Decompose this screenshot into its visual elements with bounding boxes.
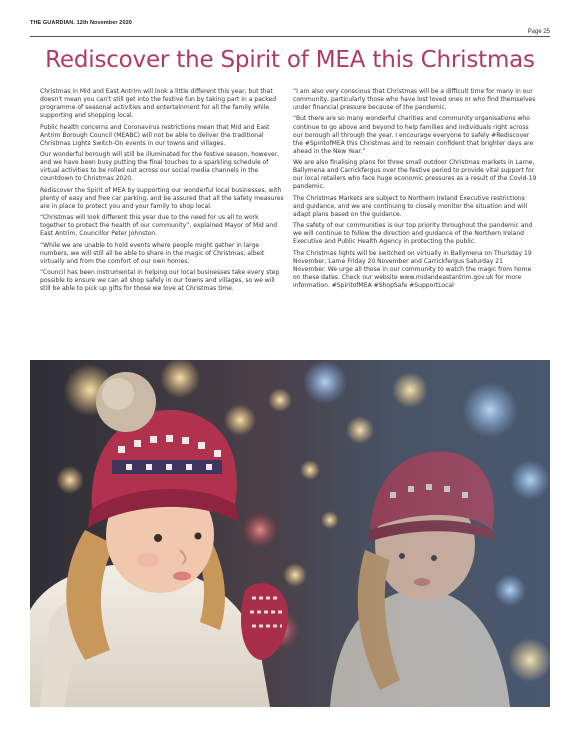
paragraph: Christmas in Mid and East Antrim will look a little different this year, but that doesn't mean you can't still get into the festive fun by taking part in a packed programme of seasonal activities and entertainment for all the family while supporting and shopping local. [40,88,277,120]
paragraph: “Christmas will look different this year due to the need for us all to work together to protect the health of our community”, explained Mayor of Mid and East Antrim, Councillor Peter Johnston. [40,214,278,238]
paragraph: “But there are so many wonderful charities and community organisations who continue to go above and beyond to help families and individuals right across our borough all through the year. I encourage everyone to safely #Rediscover the #SpiritofMEA this Christmas and to remain confident that brighter days are ahead in the New Year.” [293,115,534,155]
feature-photo [30,360,550,707]
page-number: Page 25 [527,29,550,35]
paragraph: “I am also very conscious that Christmas will be a difficult time for many in our community, particularly those who have lost loved ones or who find themselves under financial pressure because of the pandemic. [293,88,536,112]
paragraph: We are also finalising plans for three small outdoor Christmas markets in Larne, Ballymena and Carrickfergus over the festive period to provide vital support for our local retailers who face huge economic pressures as a result of the Covid-19 pandemic. [293,159,537,191]
article-headline: Rediscover the Spirit of MEA this Christmas [45,47,535,73]
paragraph: Our wonderful borough will still be illuminated for the festive season, however, and we have been busy putting the final touches to a sparkling schedule of virtual activities to be rolled out across our social media channels in the countdown to Christmas 2020. [40,151,280,183]
masthead-rule [30,36,550,37]
paragraph: “Council has been instrumental in helping our local businesses take every step possible to ensure we can all shop safely in our towns and villages, so we will still be able to pick up gifts for those we love at Christmas time. [40,269,280,293]
article-column-left [40,88,284,296]
paragraph: Rediscover the Spirit of MEA by supporting our wonderful local businesses, with plenty of easy and free car parking, and be assured that all the safety measures are in place to protect you and your family to shop local. [40,186,284,210]
paragraph: “While we are unable to hold events where people might gather in large numbers, we will still all be able to share in the magic of Christmas, albeit virtually and from the comfort of our own homes. [40,241,265,265]
masthead: THE GUARDIAN. 12th November 2020 [30,20,132,26]
paragraph: The Christmas Markets are subject to Northern Ireland Executive restrictions and guidance, and we are continuing to closely monitor the situation and will adapt plans based on the guidance. [293,194,528,218]
paragraph: Public health concerns and Coronavirus restrictions mean that Mid and East Antrim Borough Council (MEABC) will not be able to deliver the traditional Christmas Lights Switch-On events in our towns and villages. [40,123,270,147]
paragraph: The safety of our communities is our top priority throughout the pandemic and we will continue to follow the direction and guidance of the Northern Ireland Executive and Public Health Agency in protecting the public. [293,222,533,246]
article-column-right [293,88,537,293]
paragraph: The Christmas lights will be switched on virtually in Ballymena on Thursday 19 November, Larne Friday 20 November and Carrickfergus Saturday 21 November. We urge all those in our community to watch the magic from home on these dates. Check our website www.midandeastantrim.gov.uk for more information. #SpiritofMEA #ShopSafe #SupportLocal [293,249,532,289]
